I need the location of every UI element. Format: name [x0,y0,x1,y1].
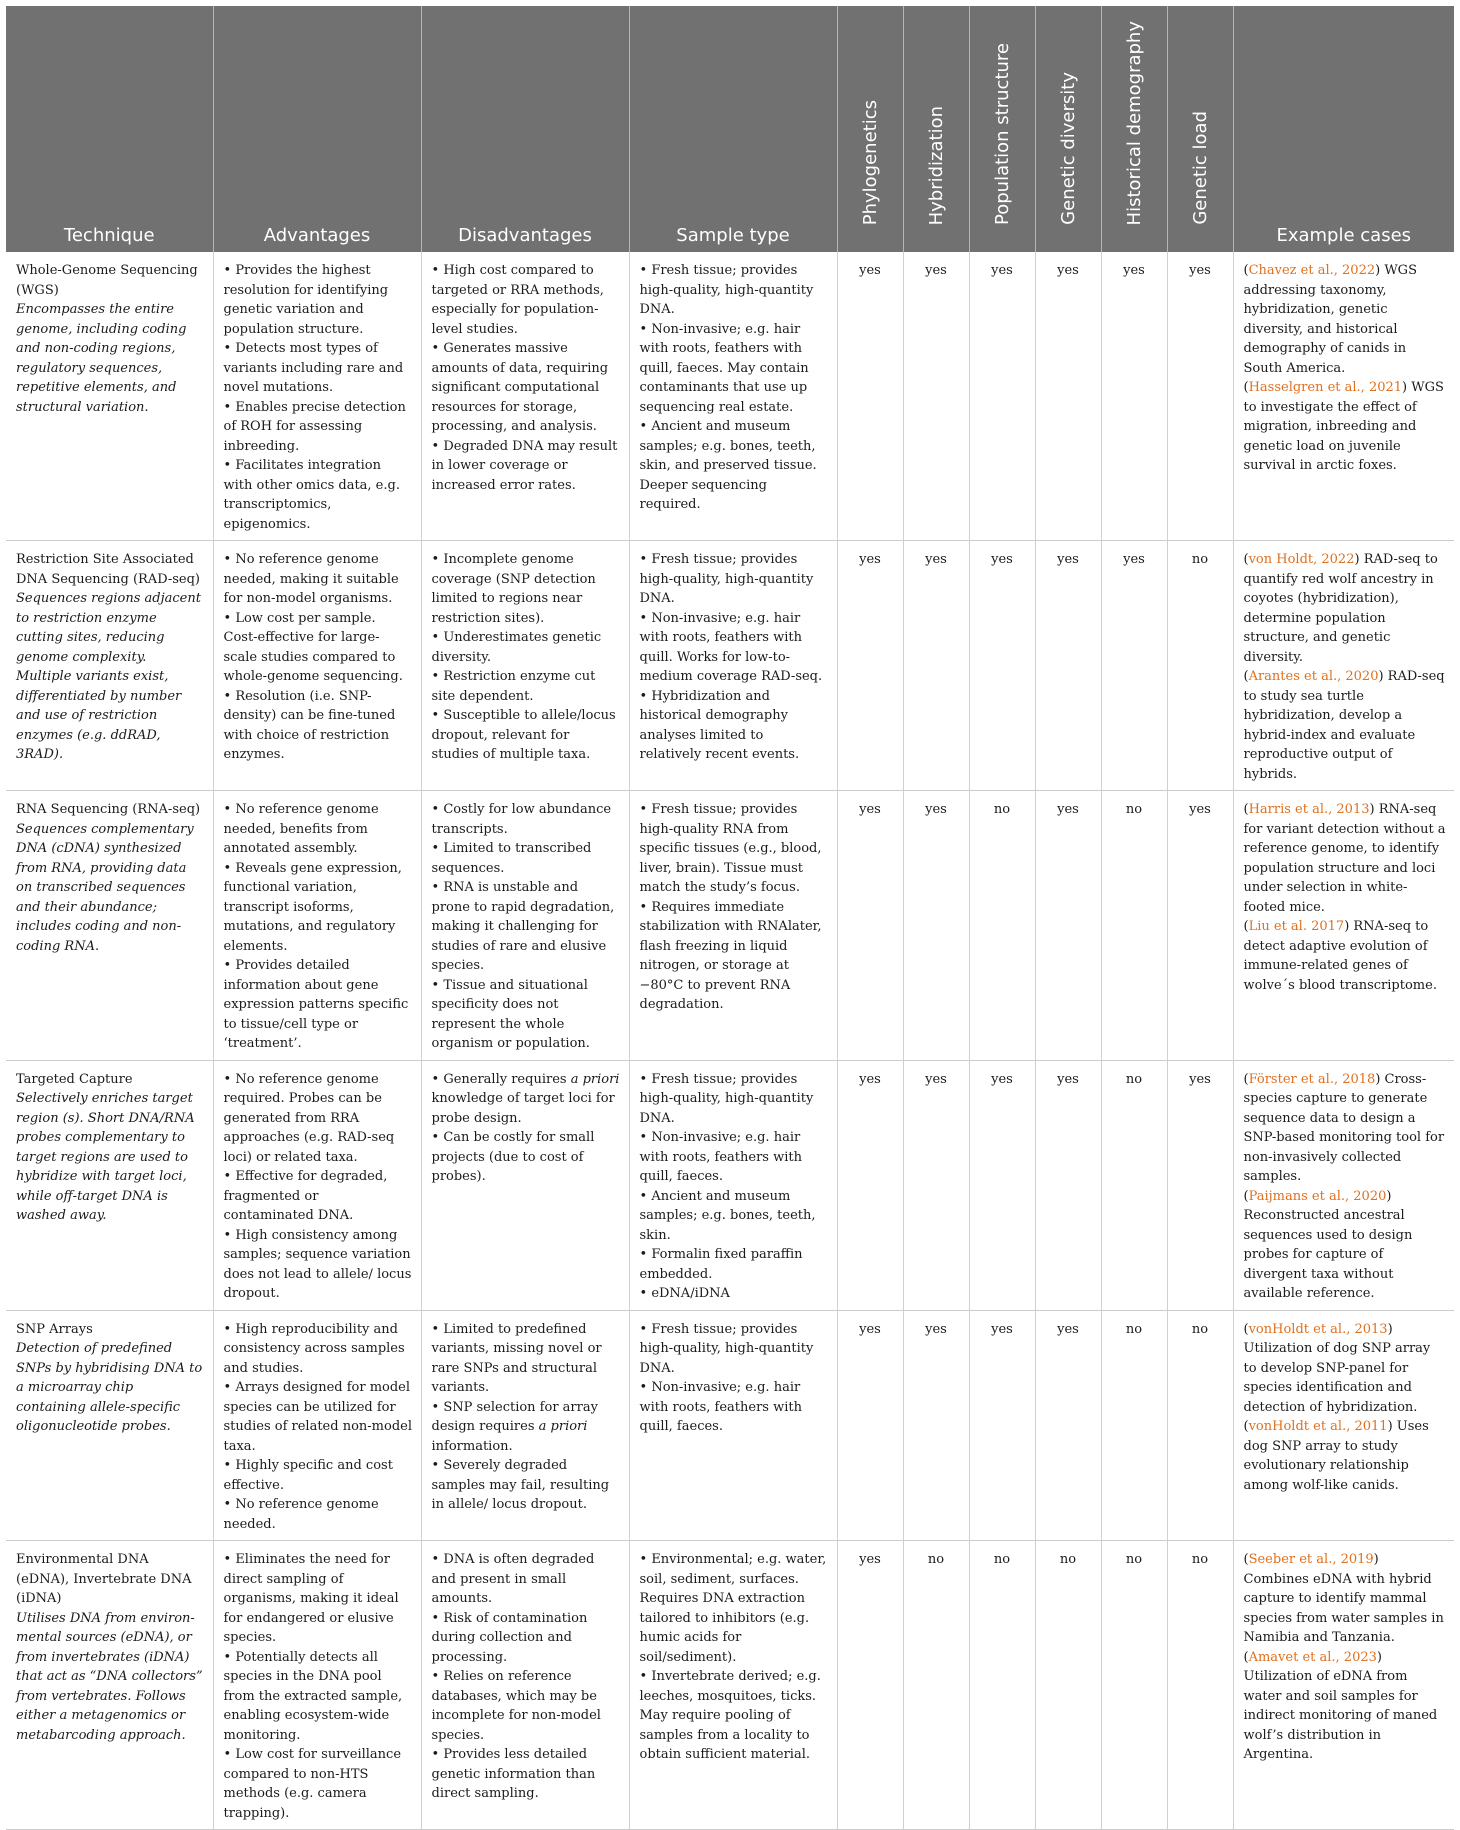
genetic-load-cell: no [1167,1541,1233,1830]
advantages-cell [213,1060,421,1310]
example-reference: (vonHoldt et al., 2011) [1243,1419,1393,1434]
disadvantage-list [432,800,621,1054]
header-hybridization-label: Hybridization [925,105,947,225]
advantage-item: • Potentially detects all species in the DNA pool from the extracted sample, enabling ecosystem-wide monitoring. [224,1648,413,1746]
table-row [6,541,1454,791]
genetic-diversity-cell: no [1035,1541,1101,1830]
technique-name: RNA Sequencing (RNA-seq) [16,802,201,817]
technique-cell [6,252,213,541]
example-text: Utilization of dog SNP array to develop SNP-panel for species identification and detection of hybridization. [1243,1341,1431,1415]
example-text: RAD-seq to study sea turtle hybridization, develop a hybrid-index and evaluate reproductive output of hybrids. [1243,669,1445,782]
disadvantage-item: • Incomplete genome coverage (SNP detection limited to regions near restriction sites). [432,550,621,628]
population-structure-cell: no [969,791,1035,1061]
technique-description: Selectively enriches target region (s). Short DNA/RNA probes complementary to target regions are used to hybridize with target loci, while off-target DNA is washed away. [16,1091,195,1223]
sample-type-list [640,261,829,515]
advantage-item: • Arrays designed for model species can be utilized for studies of related non-model taxa. [224,1378,413,1456]
technique-name: SNP Arrays [16,1321,93,1337]
disadvantages-cell [421,1060,629,1310]
header-historical-demography-label: Historical demography [1123,20,1145,225]
disadvantages-cell [421,541,629,791]
population-structure-cell: yes [969,252,1035,541]
advantage-item: • Low cost per sample. Cost-effective for large-scale studies compared to whole-genome sequencing. [224,609,413,687]
advantage-item: • Detects most types of variants including rare and novel mutations. [224,339,413,398]
disadvantage-item: • Can be costly for small projects (due to cost of probes). [432,1128,621,1187]
genetic-load-cell: no [1167,1310,1233,1541]
technique-description: Sequences complementary DNA (cDNA) synthesized from RNA, providing data on transcribed sequences and their abundance; includes coding and non-coding RNA. [16,821,194,954]
technique-cell [6,791,213,1061]
advantage-item: • No reference genome needed, benefits from annotated assembly. [224,800,413,859]
genetic-load-cell: no [1167,541,1233,791]
advantage-item: • No reference genome needed, making it suitable for non-model organisms. [224,550,413,609]
sample-type-item: • Invertebrate derived; e.g. leeches, mosquitoes, ticks. May require pooling of samples from a locality to obtain sufficient material. [640,1667,829,1765]
sample-type-list [640,800,829,1015]
example-text: WGS addressing taxonomy, hybridization, genetic diversity, and historical demography of canids in South America. [1243,263,1417,376]
reference-link: von Holdt, 2022 [1248,552,1355,567]
disadvantage-item: • Costly for low abundance transcripts. [432,800,621,839]
example-cases-cell [1233,1541,1454,1830]
technique-description: Sequences regions adjacent to restriction enzyme cutting sites, reducing genome complexity. Multiple variants exist, differentiated by number and use of restriction enzymes (e.g. ddRAD, 3RAD). [16,591,201,762]
header-hybridization [903,6,969,252]
hybridization-cell: yes [903,252,969,541]
genetic-diversity-cell: yes [1035,541,1101,791]
example-case [1244,378,1447,476]
historical-demography-cell: yes [1101,541,1167,791]
header-advantages: Advantages [213,6,421,252]
advantage-item: • Effective for degraded, fragmented or contaminated DNA. [224,1167,413,1226]
example-reference: (Hasselgren et al., 2021) [1243,380,1408,395]
advantage-item: • Eliminates the need for direct sampling of organisms, making it ideal for endangered or elusive species. [224,1550,413,1648]
advantage-item: • No reference genome required. Probes can be generated from RRA approaches (e.g. RAD-seq loci) or related taxa. [224,1070,413,1168]
technique-description: Encompasses the entire genome, including coding and non-coding regions, regulatory sequences, repetitive elements, and structural variation. [16,302,187,415]
reference-link: Liu et al. 2017 [1248,919,1345,934]
technique-name: Restriction Site Associated DNA Sequencing (RAD-seq) [16,552,201,587]
sample-type-item: • Non-invasive; e.g. hair with roots, feathers with quill. Works for low-to-medium coverage RAD-seq. [640,609,829,687]
hybridization-cell: yes [903,1310,969,1541]
sample-type-cell [629,252,837,541]
historical-demography-cell: no [1101,1060,1167,1310]
advantage-item: • Facilitates integration with other omics data, e.g. transcriptomics, epigenomics. [224,456,413,534]
population-structure-cell: no [969,1541,1035,1830]
disadvantage-item: • Severely degraded samples may fail, resulting in allele/ locus dropout. [432,1456,621,1515]
historical-demography-cell: no [1101,1310,1167,1541]
example-case [1244,1070,1447,1187]
example-reference: (Arantes et al., 2020) [1243,669,1384,684]
disadvantage-list [432,550,621,765]
technique-description: Detection of predefined SNPs by hybridising DNA to a microarray chip containing allele-specific oligonucleotide probes. [16,1341,203,1434]
example-case [1244,1320,1447,1418]
genetic-diversity-cell: yes [1035,791,1101,1061]
disadvantages-cell [421,1541,629,1830]
advantage-list [224,261,413,534]
sample-type-item: • Fresh tissue; provides high-quality, high-quantity DNA. [640,1320,829,1379]
disadvantage-item: • Risk of contamination during collection and processing. [432,1609,621,1668]
technique-description: Utilises DNA from environ-mental sources (eDNA), or from invertebrates (iDNA) that act as “DNA collectors” from vertebrates. Follows either a metagenomics or metabarcoding approach. [16,1610,203,1743]
technique-cell [6,1310,213,1541]
disadvantages-cell [421,1310,629,1541]
sample-type-item: • Ancient and museum samples; e.g. bones, teeth, skin. [640,1187,829,1246]
disadvantage-item: • Tissue and situational specificity does not represent the whole organism or population. [432,976,621,1054]
header-row [6,6,1454,252]
sample-type-item: • Formalin fixed paraffin embedded. [640,1245,829,1284]
reference-link: vonHoldt et al., 2011 [1248,1419,1388,1434]
header-example-cases: Example cases [1233,6,1454,252]
disadvantage-item: • Degraded DNA may result in lower coverage or increased error rates. [432,437,621,496]
genetic-diversity-cell: yes [1035,252,1101,541]
disadvantage-list [432,1320,621,1515]
hybridization-cell: yes [903,1060,969,1310]
advantage-list [224,550,413,765]
sample-type-cell [629,1541,837,1830]
example-cases-cell [1233,1310,1454,1541]
example-text: Utilization of eDNA from water and soil samples for indirect monitoring of maned wolf’s distribution in Argentina. [1243,1669,1438,1762]
phylogenetics-cell: yes [837,1541,903,1830]
example-reference: (Chavez et al., 2022) [1243,263,1381,278]
disadvantage-item: • Limited to transcribed sequences. [432,839,621,878]
phylogenetics-cell: yes [837,252,903,541]
example-case [1244,1187,1447,1304]
hybridization-cell: yes [903,791,969,1061]
phylogenetics-cell: yes [837,1060,903,1310]
hybridization-cell: yes [903,541,969,791]
historical-demography-cell: yes [1101,252,1167,541]
example-reference: (Seeber et al., 2019) [1243,1552,1379,1567]
example-case [1244,917,1447,995]
advantages-cell [213,1310,421,1541]
advantage-list [224,1320,413,1535]
technique-cell [6,541,213,791]
advantages-cell [213,252,421,541]
sample-type-list [640,1070,829,1304]
sample-type-cell [629,791,837,1061]
example-reference: (Förster et al., 2018) [1243,1071,1381,1087]
header-historical-demography [1101,6,1167,252]
advantages-cell [213,541,421,791]
header-genetic-load [1167,6,1233,252]
reference-link: Paijmans et al., 2020 [1248,1188,1387,1204]
genetic-diversity-cell: yes [1035,1310,1101,1541]
sample-type-item: • Non-invasive; e.g. hair with roots, feathers with quill, faeces. [640,1378,829,1437]
header-population-structure [969,6,1035,252]
disadvantages-cell [421,791,629,1061]
reference-link: vonHoldt et al., 2013 [1248,1321,1388,1337]
advantage-list [224,1070,413,1304]
disadvantage-item: • High cost compared to targeted or RRA methods, especially for population-level studies. [432,261,621,339]
sample-type-cell [629,1310,837,1541]
example-case [1244,800,1447,917]
example-case [1244,1550,1447,1648]
reference-link: Chavez et al., 2022 [1248,263,1376,278]
disadvantage-item: • DNA is often degraded and present in small amounts. [432,1550,621,1609]
disadvantage-item: • Provides less detailed genetic information than direct sampling. [432,1745,621,1804]
header-technique: Technique [6,6,213,252]
sample-type-list [640,1320,829,1437]
example-text: WGS to investigate the effect of migration, inbreeding and genetic load on juvenile survival in arctic foxes. [1243,380,1444,473]
advantage-item: • Highly specific and cost effective. [224,1456,413,1495]
sample-type-item: • Fresh tissue; provides high-quality RNA from specific tissues (e.g., blood, liver, brain). Tissue must match the study’s focus. [640,800,829,898]
sample-type-list [640,1550,829,1765]
phylogenetics-cell: yes [837,1310,903,1541]
advantages-cell [213,1541,421,1830]
reference-link: Amavet et al., 2023 [1248,1649,1377,1665]
table-row [6,1060,1454,1310]
advantage-item: • Low cost for surveillance compared to non-HTS methods (e.g. camera trapping). [224,1745,413,1823]
sample-type-cell [629,541,837,791]
example-text: RNA-seq for variant detection without a reference genome, to identify population structure and loci under selection in white-footed mice. [1243,802,1446,915]
table-row [6,791,1454,1061]
example-case [1244,667,1447,784]
example-case [1244,550,1447,667]
sample-type-item: • Environmental; e.g. water, soil, sediment, surfaces. Requires DNA extraction tailored to inhibitors (e.g. humic acids for soil/sediment). [640,1550,829,1667]
advantage-item: • Reveals gene expression, functional variation, transcript isoforms, mutations, and regulatory elements. [224,859,413,957]
reference-link: Arantes et al., 2020 [1248,669,1379,684]
reference-link: Förster et al., 2018 [1248,1071,1376,1087]
sample-type-item: • Fresh tissue; provides high-quality, high-quantity DNA. [640,261,829,320]
example-reference: (vonHoldt et al., 2013) [1243,1321,1393,1337]
technique-name: Environmental DNA (eDNA), Invertebrate DNA (iDNA) [16,1552,192,1606]
header-phylogenetics-label: Phylogenetics [859,99,881,225]
technique-cell [6,1541,213,1830]
technique-name: Targeted Capture [16,1071,133,1087]
advantage-item: • No reference genome needed. [224,1495,413,1534]
advantages-cell [213,791,421,1061]
advantage-item: • Resolution (i.e. SNP-density) can be fine-tuned with choice of restriction enzymes. [224,687,413,765]
genetic-load-cell: yes [1167,1060,1233,1310]
header-population-structure-label: Population structure [991,43,1013,225]
example-reference: (Harris et al., 2013) [1243,802,1375,817]
disadvantage-list [432,1550,621,1804]
table-body [6,252,1454,1830]
header-phylogenetics [837,6,903,252]
population-structure-cell: yes [969,1060,1035,1310]
technique-cell [6,1060,213,1310]
advantage-item: • Provides detailed information about gene expression patterns specific to tissue/cell type or ‘treatment’. [224,956,413,1054]
sample-type-item: • eDNA/iDNA [640,1284,829,1304]
advantage-list [224,1550,413,1823]
phylogenetics-cell: yes [837,791,903,1061]
header-disadvantages: Disadvantages [421,6,629,252]
advantage-item: • Enables precise detection of ROH for assessing inbreeding. [224,398,413,457]
technique-name: Whole-Genome Sequencing (WGS) [16,263,198,298]
genetic-load-cell: yes [1167,791,1233,1061]
disadvantage-item: • Underestimates genetic diversity. [432,628,621,667]
reference-link: Seeber et al., 2019 [1248,1552,1374,1567]
header-genetic-diversity [1035,6,1101,252]
example-cases-cell [1233,1060,1454,1310]
historical-demography-cell: no [1101,791,1167,1061]
sample-type-item: • Fresh tissue; provides high-quality, high-quantity DNA. [640,550,829,609]
techniques-table-container [6,6,1454,1830]
example-text: RNA-seq to detect adaptive evolution of immune-related genes of wolve´s blood transcriptome. [1243,919,1437,993]
example-text: RAD-seq to quantify red wolf ancestry in coyotes (hybridization), determine population structure, and genetic diversity. [1243,552,1438,665]
sample-type-list [640,550,829,765]
disadvantage-list [432,261,621,495]
example-text: Reconstructed ancestral sequences used to design probes for capture of divergent taxa without available reference. [1243,1208,1413,1301]
genetic-diversity-cell: yes [1035,1060,1101,1310]
example-cases-cell [1233,252,1454,541]
population-structure-cell: yes [969,541,1035,791]
example-reference: (Liu et al. 2017) [1243,919,1350,934]
reference-link: Harris et al., 2013 [1248,802,1370,817]
disadvantage-item: • Restriction enzyme cut site dependent. [432,667,621,706]
reference-link: Hasselgren et al., 2021 [1248,380,1403,395]
disadvantage-item: • RNA is unstable and prone to rapid degradation, making it challenging for studies of rare and elusive species. [432,878,621,976]
sample-type-item: • Non-invasive; e.g. hair with roots, feathers with quill, faeces. [640,1128,829,1187]
example-reference: (Paijmans et al., 2020) [1243,1188,1392,1204]
a-priori-emphasis: a priori [570,1071,620,1087]
advantage-list [224,800,413,1054]
phylogenetics-cell: yes [837,541,903,791]
disadvantage-item: • Limited to predefined variants, missing novel or rare SNPs and structural variants. [432,1320,621,1398]
example-text: Uses dog SNP array to study evolutionary relationship among wolf-like canids. [1243,1419,1429,1493]
advantage-item: • High consistency among samples; sequence variation does not lead to allele/ locus dropout. [224,1226,413,1304]
genetic-load-cell: yes [1167,252,1233,541]
disadvantage-list [432,1070,621,1187]
header-genetic-diversity-label: Genetic diversity [1057,72,1079,225]
disadvantage-item: • SNP selection for array design requires a priori information. [432,1398,621,1457]
sample-type-item: • Fresh tissue; provides high-quality, high-quantity DNA. [640,1070,829,1129]
disadvantage-item: • Relies on reference databases, which may be incomplete for non-model species. [432,1667,621,1745]
advantage-item: • Provides the highest resolution for identifying genetic variation and population structure. [224,261,413,339]
disadvantage-item: • Generates massive amounts of data, requiring significant computational resources for storage, processing, and analysis. [432,339,621,437]
historical-demography-cell: no [1101,1541,1167,1830]
table-row [6,252,1454,541]
disadvantages-cell [421,252,629,541]
example-reference: (Amavet et al., 2023) [1243,1649,1382,1665]
example-cases-cell [1233,791,1454,1061]
example-cases-cell [1233,541,1454,791]
header-sample-type: Sample type [629,6,837,252]
sample-type-cell [629,1060,837,1310]
disadvantage-item: • Susceptible to allele/locus dropout, relevant for studies of multiple taxa. [432,706,621,765]
example-text: Cross-species capture to generate sequence data to design a SNP-based monitoring tool for non-invasively collected samples. [1243,1071,1445,1184]
example-reference: (von Holdt, 2022) [1243,552,1360,567]
sample-type-item: • Requires immediate stabilization with RNAlater, flash freezing in liquid nitrogen, or storage at −80°C to prevent RNA degradation. [640,898,829,1015]
population-structure-cell: yes [969,1310,1035,1541]
example-case [1244,1648,1447,1765]
example-text: Combines eDNA with hybrid capture to identify mammal species from water samples in Namibia and Tanzania. [1243,1571,1444,1645]
a-priori-emphasis: a priori [538,1419,588,1434]
techniques-table [6,6,1454,1830]
table-row [6,1541,1454,1830]
sample-type-item: • Non-invasive; e.g. hair with roots, feathers with quill, faeces. May contain contaminants that use up sequencing real estate. [640,320,829,418]
example-case [1244,1417,1447,1495]
advantage-item: • High reproducibility and consistency across samples and studies. [224,1320,413,1379]
hybridization-cell: no [903,1541,969,1830]
disadvantage-item: • Generally requires a priori knowledge of target loci for probe design. [432,1070,621,1129]
example-case [1244,261,1447,378]
header-genetic-load-label: Genetic load [1189,111,1211,225]
sample-type-item: • Ancient and museum samples; e.g. bones, teeth, skin, and preserved tissue. Deeper sequencing required. [640,417,829,515]
table-row [6,1310,1454,1541]
sample-type-item: • Hybridization and historical demography analyses limited to relatively recent events. [640,687,829,765]
